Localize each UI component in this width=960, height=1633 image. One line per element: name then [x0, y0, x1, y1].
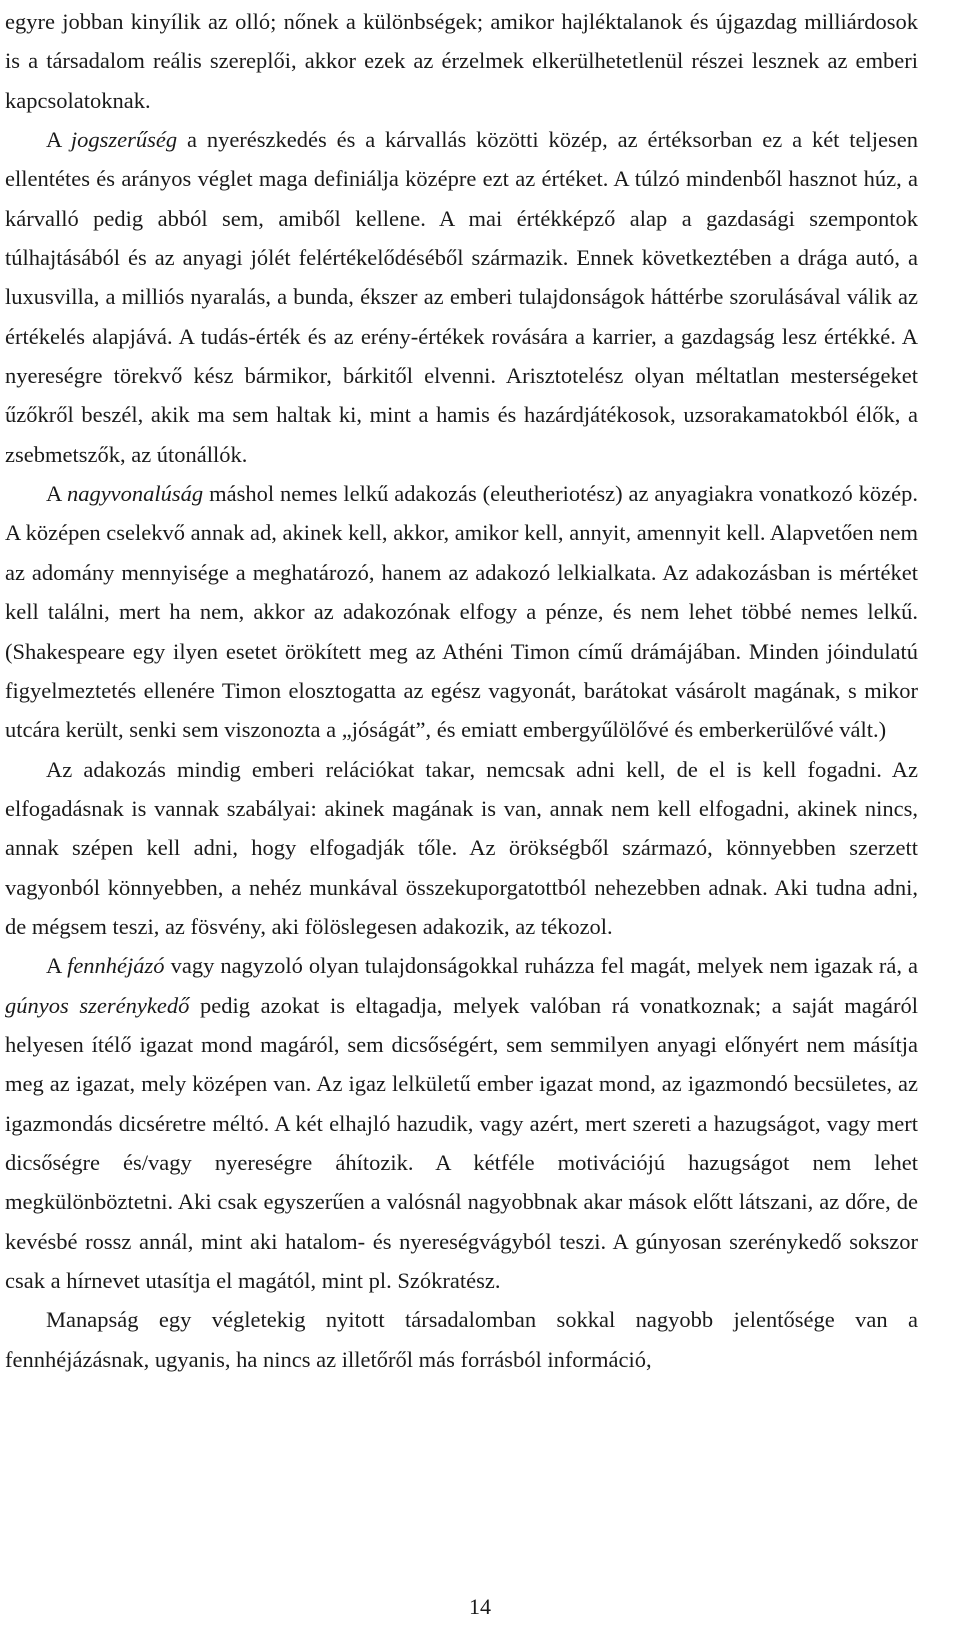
page-number: 14 — [469, 1594, 491, 1619]
body-text — [5, 2, 918, 1379]
text-run: A — [46, 481, 67, 507]
paragraph — [5, 1300, 918, 1379]
paragraph — [5, 120, 918, 474]
text-run: A — [46, 127, 71, 153]
text-run: pedig azokat is eltagadja, melyek valóban rá vonatkoznak; a saját magáról helyesen ítélő igazat mond magáról, sem dicsőségért, sem semmilyen anyagi előnyért nem másítja meg az igazat, mely középen van. Az igaz lelkületű ember igazat mond, az igazmondó becsületes, az igazmondás dicséretre méltó. A két elhajló hazudik, vagy azért, mert szereti a hazugságot, vagy mert dicsőségre és/vagy nyereségre áhítozik. A kétféle motivációjú hazugságot nem lehet megkülönböztetni. Aki csak egyszerűen a valósnál nagyobbnak akar mások előtt látszani, az dőre, de kevésbé rossz annál, mint aki hatalom- és nyereségvágyból teszi. A gúnyosan szerénykedő sokszor csak a hírnevet utasítja el magától, mint pl. Szókratész. — [5, 992, 918, 1293]
text-run: Manapság egy végletekig nyitott társadalomban sokkal nagyobb jelentősége van a fennhéjázásnak, ugyanis, ha nincs az illetőről más forrásból információ, — [5, 1307, 918, 1372]
paragraph — [5, 2, 918, 120]
paragraph — [5, 750, 918, 947]
text-run: a nyerészkedés és a kárvallás közötti közép, az értéksorban ez a két teljesen ellentétes és arányos véglet maga definiálja középre ezt az értéket. A túlzó mindenből hasznot húz, a kárvalló pedig abból sem, amiből kellene. A mai értékképző alap a gazdasági szempontok túlhajtásából és az anyagi jólét felértékelődéséből származik. Ennek következtében a drága autó, a luxusvilla, a milliós nyaralás, a bunda, ékszer az emberi tulajdonságok háttérbe szorulásával válik az értékelés alapjává. A tudás-érték és az erény-értékek rovására a karrier, a gazdagság lesz értékké. A nyereségre törekvő kész bármikor, bárkitől elvenni. Arisztotelész olyan méltatlan mesterségeket űzőkről beszél, akik ma sem haltak ki, mint a hamis és hazárdjátékosok, uzsorakamatokból élők, a zsebmetszők, az útonállók. — [5, 127, 919, 467]
text-run: egyre jobban kinyílik az olló; nőnek a különbségek; amikor hajléktalanok és újgazdag milliárdosok is a társadalom reális szereplői, akkor ezek az érzelmek elkerülhetetlenül részei lesznek az emberi kapcsolatoknak. — [5, 9, 918, 113]
text-run: vagy nagyzoló olyan tulajdonságokkal ruházza fel magát, melyek nem igazak rá, a — [164, 953, 918, 979]
text-run: Az adakozás mindig emberi relációkat takar, nemcsak adni kell, de el is kell fogadni. Az elfogadásnak is vannak szabályai: akinek magának is van, annak nem kell elfogadni, akinek nincs, annak szépen kell adni, hogy elfogadják tőle. Az örökségből származó, könnyebben szerzett vagyonból könnyebben, a nehéz munkával összekuporgatottból nehezebben adnak. Aki tudna adni, de mégsem teszi, az fösvény, aki fölöslegesen adakozik, az tékozol. — [5, 756, 918, 939]
italic-term: fennhéjázó — [67, 953, 165, 979]
italic-term: jogszerűség — [70, 127, 178, 153]
italic-term: gúnyos szerénykedő — [5, 992, 190, 1018]
paragraph — [5, 474, 918, 749]
paragraph — [5, 946, 918, 1300]
text-run: A — [46, 953, 68, 979]
text-run: máshol nemes lelkű adakozás (eleutheriotész) az anyagiakra vonatkozó közép. A középen cselekvő annak ad, akinek kell, akkor, amikor kell, annyit, amennyit kell. Alapvetően nem az adomány mennyisége a meghatározó, hanem az adakozó lelkialkata. Az adakozásban is mértéket kell találni, mert ha nem, akkor az adakozónak elfogy a pénze, és nem lehet többé nemes lelkű. (Shakespeare egy ilyen esetet örökített meg az Athéni Timon című drámájában. Minden jóindulatú figyelmeztetés ellenére Timon elosztogatta az egész vagyonát, barátokat vásárolt magának, s mikor utcára került, senki sem viszonozta a „jóságát”, és emiatt embergyűlölővé és emberkerülővé vált.) — [5, 481, 919, 743]
italic-term: nagyvonalúság — [66, 481, 204, 507]
